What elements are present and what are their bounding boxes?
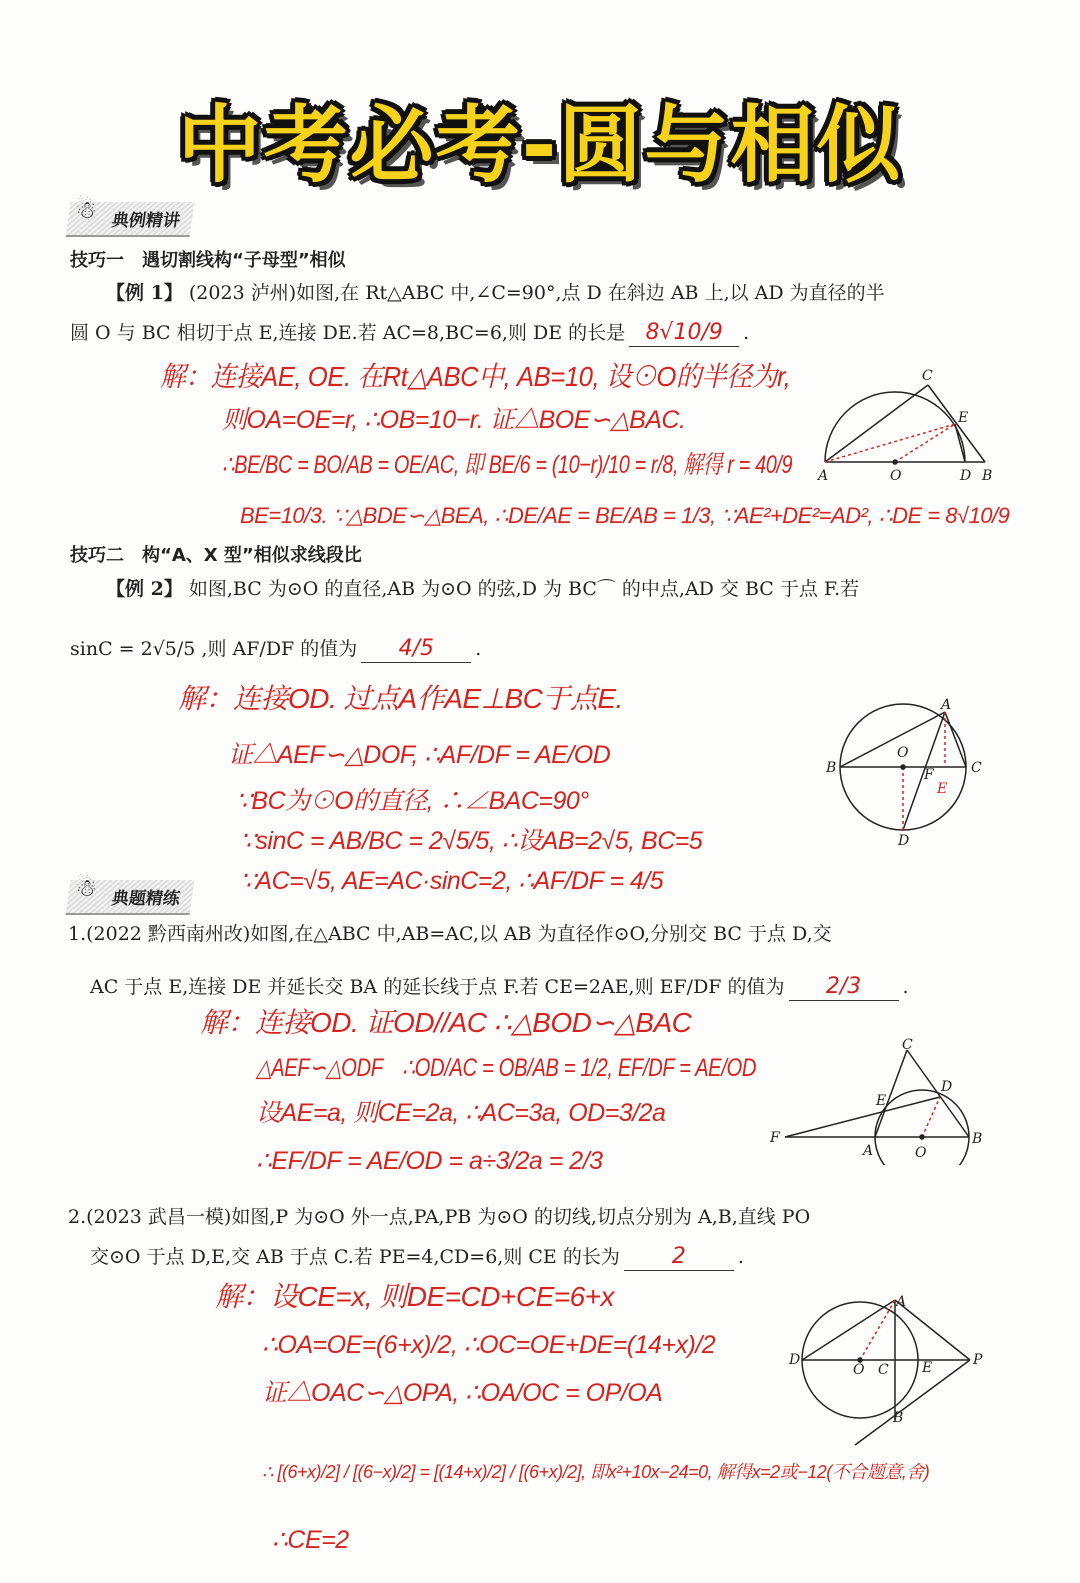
- q2-figure: [785, 1290, 990, 1450]
- example1-answer: 8√10/9: [629, 320, 739, 347]
- fig-label: O: [853, 1362, 865, 1378]
- q2-solution-line: 证△OAC∽△OPA, ∴OA/OC = OP/OA: [262, 1379, 663, 1407]
- example1-line2: 圆 O 与 BC 相切于点 E,连接 DE.若 AC=8,BC=6,则 DE 的长是 8√10/9 .: [70, 320, 749, 347]
- q1-answer: 2/3: [789, 974, 899, 1001]
- fig-label: E: [958, 410, 969, 426]
- q2-solution-line: ∴ [(6+x)/2] / [(6−x)/2] = [(14+x)/2] / [(6+x)/2], 即x²+10x−24=0, 解得x=2或−12(不合题意,舍): [262, 1462, 930, 1482]
- fig-label: A: [941, 697, 952, 713]
- q1-solution-line: ∴EF/DF = AE/OD = a÷3/2a = 2/3: [256, 1147, 603, 1175]
- fig-label: O: [915, 1145, 927, 1161]
- section-badge-label: 典题精练: [110, 889, 182, 909]
- fig-label: E: [876, 1093, 887, 1109]
- section-badge-practice: [66, 874, 195, 915]
- q2-solution-line: ∴OA=OE=(6+x)/2, ∴OC=OE+DE=(14+x)/2: [262, 1331, 716, 1359]
- fig-label: O: [897, 745, 909, 761]
- fig-label: D: [898, 833, 910, 849]
- fig-label: P: [973, 1352, 983, 1368]
- fig-label: A: [863, 1143, 874, 1159]
- example2-text1: 如图,BC 为⊙O 的直径,AB 为⊙O 的弦,D 为 BC⌒ 的中点,AD 交 BC 于点 F.若: [188, 578, 860, 600]
- example2-label: 【例 2】: [106, 578, 183, 600]
- q2-answer: 2: [624, 1244, 734, 1271]
- example2-solution-line: ∵AC=√5, AE=AC·sinC=2, ∴AF/DF = 4/5: [240, 867, 664, 895]
- q1-text2: AC 于点 E,连接 DE 并延长交 BA 的延长线于点 F.若 CE=2AE,则 EF/DF 的值为: [90, 976, 785, 998]
- fig-label: C: [971, 760, 982, 776]
- fig-label: E: [922, 1360, 933, 1376]
- fig-label: D: [789, 1352, 801, 1368]
- cartoon-figure-icon: ☃: [75, 196, 97, 224]
- fig-label: C: [902, 1037, 913, 1053]
- example2-solution-line: 证△AEF∽△DOF, ∴AF/DF = AE/OD: [228, 741, 611, 769]
- fig-label: B: [982, 468, 993, 484]
- semicircle-arc: [825, 392, 965, 462]
- cartoon-figure-icon: ☃: [75, 874, 97, 902]
- q1-solution-line: 设AE=a, 则CE=2a, ∴AC=3a, OD=3/2a: [256, 1099, 666, 1127]
- fig-label: C: [878, 1362, 889, 1378]
- example1-label: 【例 1】: [106, 282, 183, 304]
- example1-solution-line: BE=10/3. ∵△BDE∽△BEA, ∴DE/AE = BE/AB = 1/3, ∵AE²+DE²=AD², ∴DE = 8√10/9: [240, 503, 1010, 528]
- example2-solution-line: ∵BC为⊙O的直径, ∴∠BAC=90°: [236, 787, 589, 815]
- example2-line1: [106, 578, 859, 601]
- fig-label: D: [960, 468, 972, 484]
- fig-label: F: [770, 1130, 780, 1146]
- q1-figure: [765, 1035, 990, 1165]
- fig-label: F: [924, 767, 934, 783]
- fig-label: A: [818, 468, 829, 484]
- fig-label: D: [941, 1079, 953, 1095]
- example1-solution-line: 则OA=OE=r, ∴OB=10−r. 证△BOE∽△BAC.: [222, 406, 686, 434]
- example2-text2a: sinC = 2√5/5 ,则: [70, 638, 227, 660]
- page-title: 中考必考-圆与相似: [177, 96, 903, 194]
- example1-text2: 圆 O 与 BC 相切于点 E,连接 DE.若 AC=8,BC=6,则 DE 的长是: [70, 322, 626, 344]
- example2-figure: [820, 695, 990, 850]
- example2-text2b: AF/DF 的值为: [232, 638, 358, 660]
- example2-solution-line: 解：连接OD. 过点A作AE⊥BC于点E.: [178, 683, 623, 714]
- example2-solution-line: ∵sinC = AB/BC = 2√5/5, ∴设AB=2√5, BC=5: [240, 827, 703, 855]
- example1-figure: [800, 360, 1000, 495]
- example2-answer: 4/5: [361, 636, 471, 663]
- q2-line2: 交⊙O 于点 D,E,交 AB 于点 C.若 PE=4,CD=6,则 CE 的长为 2 .: [90, 1244, 744, 1271]
- fig-label: B: [826, 760, 837, 776]
- q1-line1: 1.(2022 黔西南州改)如图,在△ABC 中,AB=AC,以 AB 为直径作⊙O,分别交 BC 于点 D,交: [68, 923, 832, 945]
- q1-solution-line: △AEF∽△ODF ∴OD/AC = OB/AB = 1/2, EF/DF = AE/OD: [256, 1054, 757, 1082]
- q1-solution-line: 解：连接OD. 证OD//AC ∴△BOD∽△BAC: [200, 1007, 692, 1038]
- q2-line1: 2.(2023 武昌一模)如图,P 为⊙O 外一点,PA,PB 为⊙O 的切线,切点分别为 A,B,直线 PO: [68, 1206, 811, 1228]
- section-badge-label: 典例精讲: [110, 211, 182, 231]
- section-badge-examples: [66, 196, 195, 237]
- fig-label: E: [937, 781, 948, 797]
- q2-text2: 交⊙O 于点 D,E,交 AB 于点 C.若 PE=4,CD=6,则 CE 的长为: [90, 1246, 620, 1268]
- q2-solution-line: ∴CE=2: [272, 1526, 349, 1554]
- fig-label: A: [896, 1294, 907, 1310]
- q1-line2: AC 于点 E,连接 DE 并延长交 BA 的延长线于点 F.若 CE=2AE,则 EF/DF 的值为 2/3 .: [90, 974, 909, 1001]
- skill-heading-1: 技巧一 遇切割线构“子母型”相似: [70, 250, 346, 271]
- example1-solution-line: ∴BE/BC = BO/AB = OE/AC, 即 BE/6 = (10−r)/10 = r/8, 解得 r = 40/9: [222, 451, 793, 479]
- example1-solution-line: 解：连接AE, OE. 在Rt△ABC中, AB=10, 设⊙O的半径为r,: [160, 361, 791, 392]
- fig-label: B: [972, 1131, 983, 1147]
- example1-line1: [106, 282, 885, 305]
- fig-label: O: [890, 468, 902, 484]
- example2-line2: sinC = 2√5/5 ,则 AF/DF 的值为 4/5 .: [70, 636, 481, 663]
- fig-label: B: [893, 1410, 904, 1426]
- example1-text1: (2023 泸州)如图,在 Rt△ABC 中,∠C=90°,点 D 在斜边 AB 上,以 AD 为直径的半: [188, 282, 885, 304]
- q2-solution-line: 解：设CE=x, 则DE=CD+CE=6+x: [215, 1281, 615, 1312]
- skill-heading-2: 技巧二 构“A、X 型”相似求线段比: [70, 545, 362, 566]
- fig-label: C: [922, 368, 933, 384]
